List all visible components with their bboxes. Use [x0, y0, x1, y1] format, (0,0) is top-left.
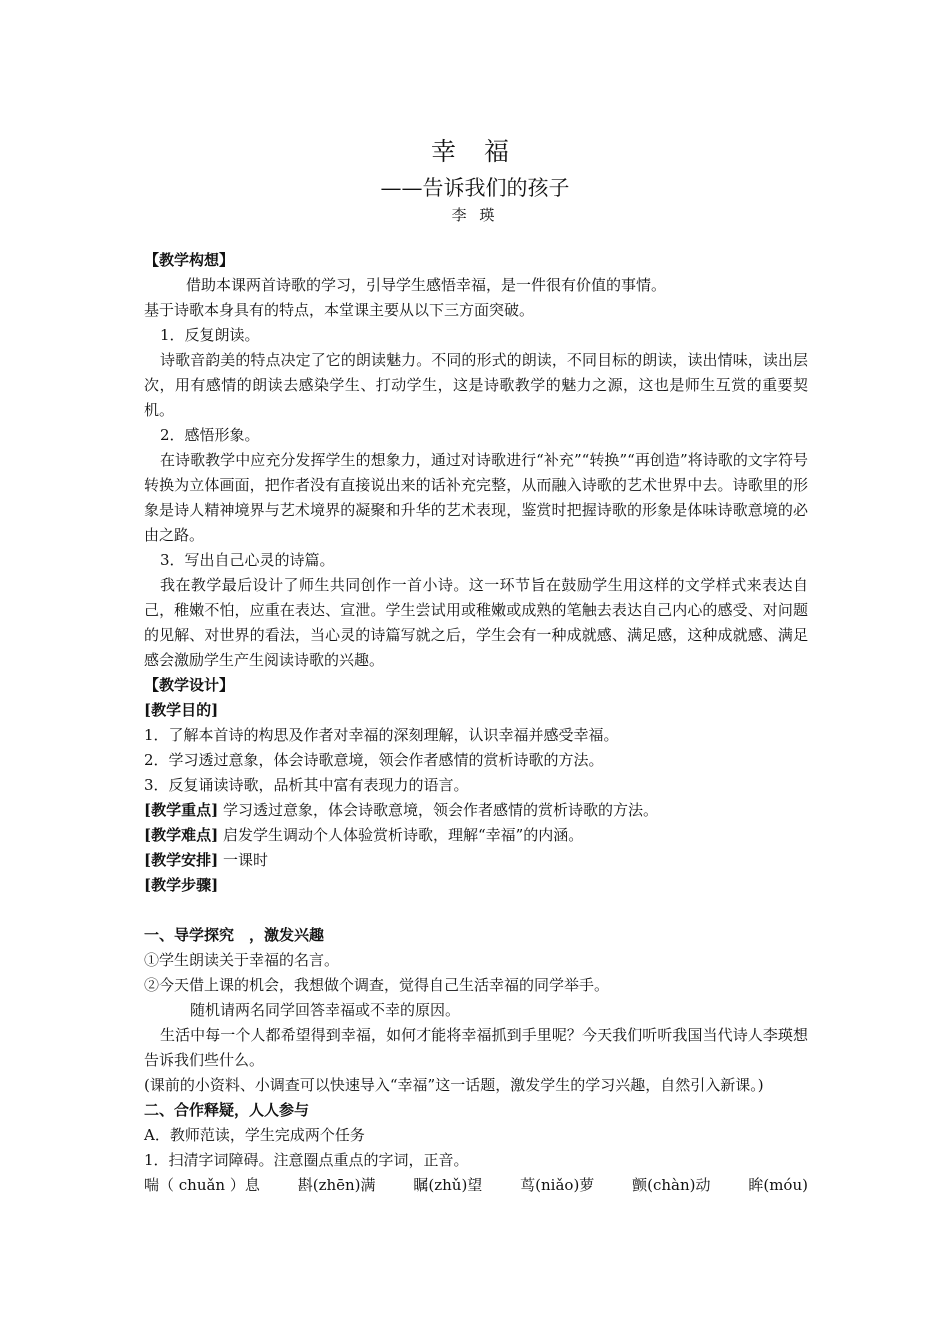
concept-point1-text: 诗歌音韵美的特点决定了它的朗读魅力。不同的形式的朗读，不同目标的朗读，读出情味，读出层次，用有感情的朗读去感染学生、打动学生，这是诗歌教学的魅力之源，这也是师生互赏的重要契机。 [144, 351, 808, 419]
step1-item-1: ①学生朗读关于幸福的名言。 [144, 951, 340, 969]
goal-item-3: 3．反复诵读诗歌，品析其中富有表现力的语言。 [144, 776, 469, 794]
document-title: 幸 福 [431, 137, 519, 166]
pinyin-word: 茑(niǎo)萝 [520, 1176, 595, 1194]
step1-item-5: (课前的小资料、小调查可以快速导入“幸福”这一话题，激发学生的学习兴趣，自然引入新课。) [144, 1076, 764, 1094]
teaching-arrangement-text: 一课时 [218, 851, 268, 869]
document-body [144, 248, 808, 1198]
teaching-focus-label: [教学重点] [144, 801, 219, 819]
document-author: 李 瑛 [451, 206, 499, 224]
document-subtitle: ——告诉我们的孩子 [380, 176, 570, 200]
step2-heading: 二、合作释疑，人人参与 [144, 1101, 310, 1119]
section-heading-concept: 【教学构想】 [144, 251, 235, 269]
goal-item-2: 2．学习透过意象，体会诗歌意境，领会作者感情的赏析诗歌的方法。 [144, 751, 604, 769]
concept-point2-title: 2．感悟形象。 [160, 426, 260, 444]
section-heading-design: 【教学设计】 [144, 676, 235, 694]
teaching-difficulty-label: [教学难点] [144, 826, 219, 844]
goal-item-1: 1．了解本首诗的构思及作者对幸福的深刻理解，认识幸福并感受幸福。 [144, 726, 619, 744]
step1-item-4: 生活中每一个人都希望得到幸福，如何才能将幸福抓到手里呢？今天我们听听我国当代诗人李瑛想告诉我们些什么。 [144, 1026, 808, 1069]
concept-point2-text: 在诗歌教学中应充分发挥学生的想象力，通过对诗歌进行“补充”“转换”“再创造”将诗歌的文字符号转换为立体画面，把作者没有直接说出来的话补充完整，从而融入诗歌的艺术世界中去。诗歌里的形象是诗人精神境界与艺术境界的凝聚和升华的艺术表现，鉴赏时把握诗歌的形象是体味诗歌意境的必由之路。 [144, 451, 808, 544]
goals-heading: [教学目的] [144, 701, 219, 719]
teaching-focus-text: 学习透过意象，体会诗歌意境，领会作者感情的赏析诗歌的方法。 [218, 801, 658, 819]
concept-point3-title: 3．写出自己心灵的诗篇。 [160, 551, 335, 569]
pinyin-word-list [144, 1173, 808, 1198]
pinyin-word: 瞩(zhǔ)望 [413, 1176, 483, 1194]
step1-item-2: ②今天借上课的机会，我想做个调查，觉得自己生活幸福的同学举手。 [144, 976, 610, 994]
concept-intro-line1: 借助本课两首诗歌的学习，引导学生感悟幸福，是一件很有价值的事情。 [186, 276, 667, 294]
step2-item-a: A．教师范读，学生完成两个任务 [144, 1126, 365, 1144]
teaching-difficulty [144, 823, 808, 848]
teaching-focus [144, 798, 808, 823]
step1-item-3: 随机请两名同学回答幸福或不幸的原因。 [190, 1001, 461, 1019]
steps-heading: [教学步骤] [144, 876, 219, 894]
concept-point3-text: 我在教学最后设计了师生共同创作一首小诗。这一环节旨在鼓励学生用这样的文学样式来表达自己，稚嫩不怕，应重在表达、宣泄。学生尝试用或稚嫩或成熟的笔触去表达自己内心的感受、对问题的见解、对世界的看法，当心灵的诗篇写就之后，学生会有一种成就感、满足感，这种成就感、满足感会激励学生产生阅读诗歌的兴趣。 [144, 576, 808, 669]
blank-line [144, 898, 808, 923]
teaching-difficulty-text: 启发学生调动个人体验赏析诗歌，理解“幸福”的内涵。 [218, 826, 584, 844]
pinyin-word: 喘（ chuǎn ）息 [144, 1176, 260, 1194]
teaching-arrangement [144, 848, 808, 873]
step1-heading: 一、导学探究 ，激发兴趣 [144, 926, 325, 944]
concept-point1-title: 1．反复朗读。 [160, 326, 260, 344]
pinyin-word: 颤(chàn)动 [632, 1176, 711, 1194]
pinyin-word: 斟(zhēn)满 [297, 1176, 376, 1194]
teaching-arrangement-label: [教学安排] [144, 851, 219, 869]
step2-item-1: 1．扫清字词障碍。注意圈点重点的字词，正音。 [144, 1151, 469, 1169]
concept-intro-line2: 基于诗歌本身具有的特点，本堂课主要从以下三方面突破。 [144, 301, 535, 319]
pinyin-word: 眸(móu) [748, 1176, 808, 1194]
